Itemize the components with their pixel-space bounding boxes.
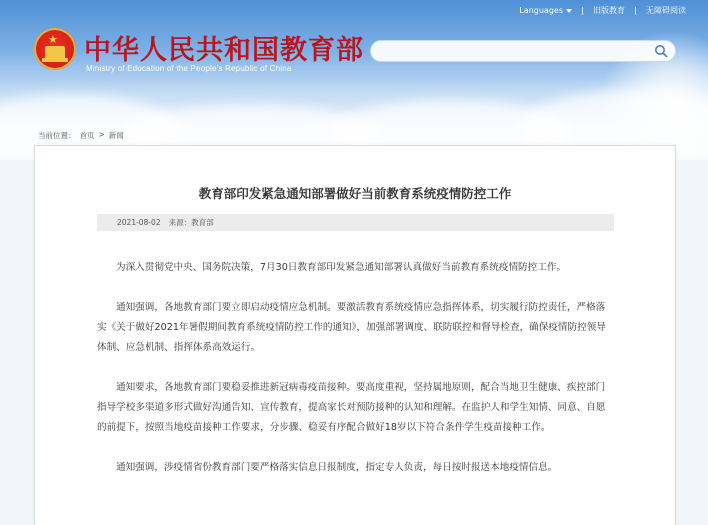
chevron-down-icon bbox=[566, 9, 572, 13]
site-header bbox=[0, 0, 708, 160]
accessibility-link[interactable]: 无障碍阅读 bbox=[646, 6, 686, 15]
article-paragraph: 通知强调，涉疫情省份教育部门要严格落实信息日报制度，指定专人负责，每日按时报送本地疫情信息。 bbox=[116, 462, 558, 473]
article-paragraph: 通知要求，各地教育部门要稳妥推进新冠病毒疫苗接种。要高度重视，坚持属地原则，配合当地卫生健康、疾控部门指导学校多渠道多形式做好沟通告知、宣传教育，提高家长对预防接种的认知和理解。在监护人和学生知情、同意、自愿的前提下，按照当地疫苗接种工作要求，分步骤、稳妥有序配合做好18岁以下符合条件学生疫苗接种工作。 bbox=[97, 382, 606, 433]
national-emblem-icon[interactable]: ★ bbox=[34, 28, 76, 70]
languages-dropdown[interactable] bbox=[519, 6, 572, 15]
breadcrumb bbox=[38, 130, 124, 141]
languages-label: Languages bbox=[519, 6, 563, 15]
breadcrumb-current-link[interactable]: 新闻 bbox=[108, 131, 124, 140]
search-box bbox=[370, 40, 676, 62]
article-title: 教育部印发紧急通知部署做好当前教育系统疫情防控工作 bbox=[198, 186, 512, 201]
breadcrumb-home-link[interactable]: 首页 bbox=[79, 131, 95, 140]
article-date: 2021-08-02 bbox=[117, 218, 161, 227]
article-paragraph: 通知强调，各地教育部门要立即启动疫情应急机制。要激活教育系统疫情应急指挥体系，切实履行防控责任，严格落实《关于做好2021年暑假期间教育系统疫情防控工作的通知》，加强部署调度、联防联控和督导检查，确保疫情防控领导体制、应急机制、指挥体系高效运行。 bbox=[97, 302, 606, 353]
site-title[interactable]: 中华人民共和国教育部 bbox=[84, 35, 364, 66]
article-container bbox=[34, 145, 676, 525]
search-input[interactable] bbox=[381, 43, 645, 60]
top-links bbox=[519, 5, 686, 16]
article-meta bbox=[97, 214, 614, 231]
search-icon[interactable] bbox=[653, 43, 669, 59]
article-source: 来源：教育部 bbox=[168, 218, 214, 227]
divider bbox=[635, 7, 636, 15]
divider bbox=[582, 7, 583, 15]
old-site-link[interactable]: 旧版教育 bbox=[593, 6, 625, 15]
breadcrumb-label: 当前位置： bbox=[38, 131, 76, 140]
site-subtitle: Ministry of Education of the People's Republic of China bbox=[86, 64, 292, 73]
article-body bbox=[97, 258, 614, 498]
breadcrumb-separator: > bbox=[98, 130, 105, 139]
article-paragraph: 为深入贯彻党中央、国务院决策，7月30日教育部印发紧急通知部署认真做好当前教育系统疫情防控工作。 bbox=[116, 262, 567, 273]
